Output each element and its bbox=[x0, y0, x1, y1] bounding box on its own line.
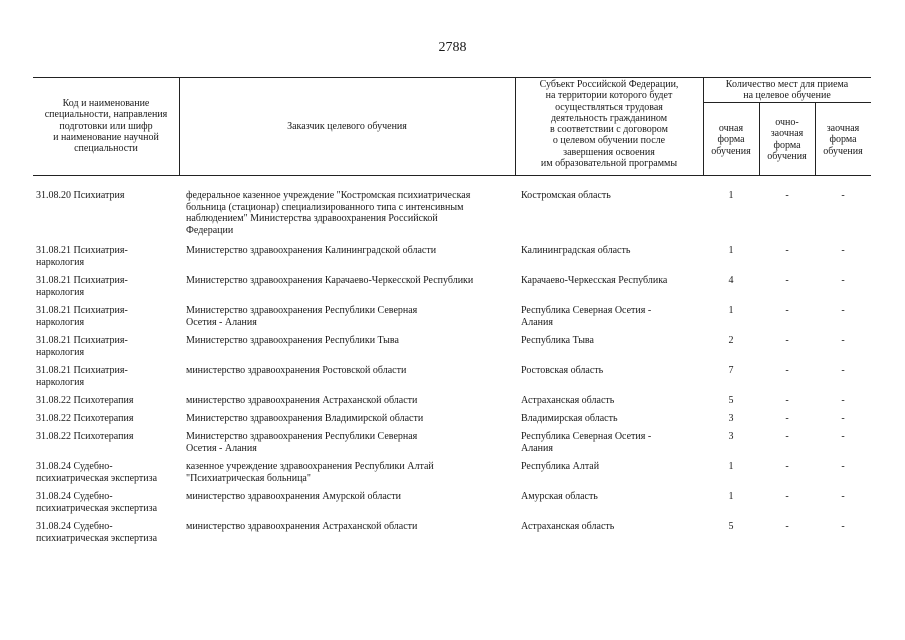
row-code: 31.08.21 Психиатрия- наркология bbox=[36, 335, 128, 358]
row-customer: министерство здравоохранения Амурской области bbox=[186, 491, 401, 502]
row-customer: министерство здравоохранения Ростовской области bbox=[186, 365, 407, 376]
row-subject: Астраханская область bbox=[521, 521, 615, 532]
header-top-rule bbox=[33, 77, 871, 78]
row-subject: Республика Северная Осетия - Алания bbox=[521, 431, 652, 454]
row-part-time: - bbox=[785, 305, 789, 316]
row-customer: министерство здравоохранения Астраханской области bbox=[186, 395, 418, 406]
row-customer: казенное учреждение здравоохранения Республики Алтай "Психиатрическая больница" bbox=[186, 461, 434, 484]
row-extramural: - bbox=[841, 491, 845, 502]
header-subject: Субъект Российской Федерации, на территории которого будет осуществляться трудовая деятельность гражданином в соответствии с договором о целевом обучении после завершения освоения им образовательной программы bbox=[539, 79, 679, 170]
row-customer: Министерство здравоохранения Республики Северная Осетия - Алания bbox=[186, 305, 418, 328]
row-part-time: - bbox=[785, 521, 789, 532]
row-extramural: - bbox=[841, 365, 845, 376]
row-extramural: - bbox=[841, 305, 845, 316]
row-full-time: 1 bbox=[728, 245, 734, 256]
row-subject: Астраханская область bbox=[521, 395, 615, 406]
places-subheader-rule bbox=[703, 102, 871, 103]
row-code: 31.08.20 Психиатрия bbox=[36, 190, 125, 201]
row-customer: Министерство здравоохранения Калининградской области bbox=[186, 245, 437, 256]
row-part-time: - bbox=[785, 365, 789, 376]
row-full-time: 3 bbox=[728, 431, 734, 442]
row-code: 31.08.24 Судебно- психиатрическая экспертиза bbox=[36, 491, 158, 514]
row-customer: Министерство здравоохранения Карачаево-Черкесской Республики bbox=[186, 275, 474, 286]
row-subject: Амурская область bbox=[521, 491, 598, 502]
row-extramural: - bbox=[841, 431, 845, 442]
row-full-time: 1 bbox=[728, 305, 734, 316]
row-customer: Министерство здравоохранения Республики Северная Осетия - Алания bbox=[186, 431, 418, 454]
page-number: 2788 bbox=[438, 40, 467, 55]
row-subject: Владимирская область bbox=[521, 413, 618, 424]
row-full-time: 3 bbox=[728, 413, 734, 424]
row-subject: Республика Северная Осетия - Алания bbox=[521, 305, 652, 328]
row-extramural: - bbox=[841, 521, 845, 532]
header-customer: Заказчик целевого обучения bbox=[287, 121, 407, 132]
row-subject: Республика Алтай bbox=[521, 461, 600, 472]
row-part-time: - bbox=[785, 461, 789, 472]
row-full-time: 1 bbox=[728, 190, 734, 201]
row-part-time: - bbox=[785, 491, 789, 502]
row-extramural: - bbox=[841, 245, 845, 256]
row-code: 31.08.21 Психиатрия- наркология bbox=[36, 365, 128, 388]
header-part-time: очно- заочная форма обучения bbox=[767, 117, 807, 162]
header-extramural: заочная форма обучения bbox=[823, 123, 863, 157]
row-part-time: - bbox=[785, 395, 789, 406]
row-subject: Карачаево-Черкесская Республика bbox=[521, 275, 668, 286]
row-code: 31.08.22 Психотерапия bbox=[36, 413, 134, 424]
row-full-time: 5 bbox=[728, 395, 734, 406]
row-code: 31.08.24 Судебно- психиатрическая экспертиза bbox=[36, 521, 158, 544]
row-extramural: - bbox=[841, 461, 845, 472]
row-full-time: 7 bbox=[728, 365, 734, 376]
row-code: 31.08.24 Судебно- психиатрическая экспертиза bbox=[36, 461, 158, 484]
header-places: Количество мест для приема на целевое обучение bbox=[725, 79, 849, 102]
header-code: Код и наименование специальности, направления подготовки или шифр и наименование научной специальности bbox=[44, 98, 168, 155]
row-part-time: - bbox=[785, 413, 789, 424]
row-full-time: 4 bbox=[728, 275, 734, 286]
row-extramural: - bbox=[841, 275, 845, 286]
row-customer: министерство здравоохранения Астраханской области bbox=[186, 521, 418, 532]
row-subject: Калининградская область bbox=[521, 245, 631, 256]
row-part-time: - bbox=[785, 275, 789, 286]
row-full-time: 5 bbox=[728, 521, 734, 532]
row-subject: Ростовская область bbox=[521, 365, 604, 376]
row-extramural: - bbox=[841, 190, 845, 201]
row-extramural: - bbox=[841, 335, 845, 346]
row-code: 31.08.21 Психиатрия- наркология bbox=[36, 305, 128, 328]
row-customer: федеральное казенное учреждение "Костромская психиатрическая больница (стационар) специализированного типа с интенсивным наблюдением" Министерства здравоохранения Российской Федерации bbox=[186, 190, 471, 236]
row-extramural: - bbox=[841, 395, 845, 406]
row-customer: Министерство здравоохранения Республики Тыва bbox=[186, 335, 399, 346]
row-customer: Министерство здравоохранения Владимирской области bbox=[186, 413, 424, 424]
row-code: 31.08.21 Психиатрия- наркология bbox=[36, 275, 128, 298]
row-code: 31.08.22 Психотерапия bbox=[36, 431, 134, 442]
row-subject: Костромская область bbox=[521, 190, 611, 201]
header-bottom-rule bbox=[33, 175, 871, 176]
header-full-time: очная форма обучения bbox=[711, 123, 751, 157]
row-code: 31.08.21 Психиатрия- наркология bbox=[36, 245, 128, 268]
row-full-time: 1 bbox=[728, 491, 734, 502]
row-code: 31.08.22 Психотерапия bbox=[36, 395, 134, 406]
row-extramural: - bbox=[841, 413, 845, 424]
row-part-time: - bbox=[785, 245, 789, 256]
row-part-time: - bbox=[785, 335, 789, 346]
row-part-time: - bbox=[785, 431, 789, 442]
row-full-time: 2 bbox=[728, 335, 734, 346]
row-full-time: 1 bbox=[728, 461, 734, 472]
row-part-time: - bbox=[785, 190, 789, 201]
row-subject: Республика Тыва bbox=[521, 335, 594, 346]
